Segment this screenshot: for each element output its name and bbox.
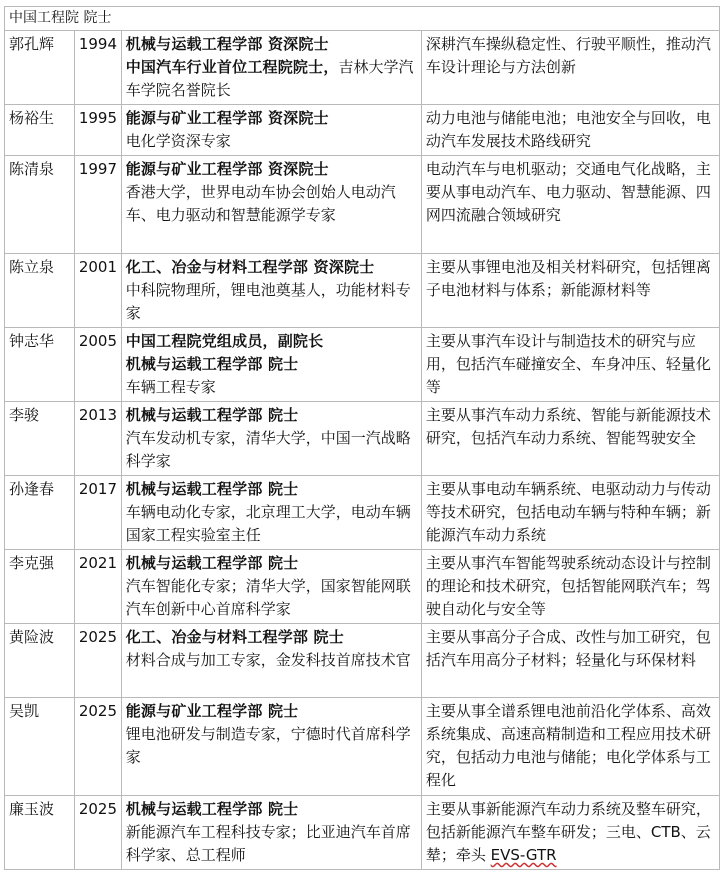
name-cell: 李骏 [5,402,75,476]
year-cell: 1995 [74,105,121,156]
research-cell: 电动汽车与电机驱动；交通电气化战略，主要从事电动汽车、电力驱动、智慧能源、四网四流融合领域研究 [421,156,719,254]
academician-table [4,6,720,870]
research-cell: 主要从事电动车辆系统、电驱动动力与传动等技术研究，包括电动车辆与特种车辆；新能源汽车动力系统 [421,476,719,550]
department-label: 机械与运载工程学部 院士 [125,355,299,373]
department-label: 机械与运载工程学部 院士 [125,406,299,424]
research-cell: 主要从事锂电池及相关材料研究，包括锂离子电池材料与体系；新能源材料等 [421,254,719,328]
affiliation-cell [121,31,421,105]
table-row [5,105,720,156]
affiliation-cell [121,624,421,698]
research-text-tail: EVS-GTR [490,846,557,864]
honor-label: 中国汽车行业首位工程院院士， [125,58,339,76]
affiliation-text: 锂电池研发与制造专家，宁德时代首席科学家 [125,725,411,766]
name-cell: 吴凯 [5,698,75,796]
affiliation-cell [121,698,421,796]
name-cell: 钟志华 [5,328,75,402]
research-text: 主要从事新能源汽车动力系统及整车研究，包括新能源汽车整车研发；三电、CTB、云辇；牵头 [425,800,711,864]
affiliation-text: 中科院物理所，锂电池奠基人，功能材料专家 [125,281,411,322]
year-cell: 2025 [74,796,121,870]
affiliation-cell [121,105,421,156]
affiliation-text: 汽车智能化专家；清华大学，国家智能网联汽车创新中心首席科学家 [125,577,411,618]
department-label: 机械与运载工程学部 院士 [125,800,299,818]
affiliation-cell [121,254,421,328]
research-cell: 主要从事高分子合成、改性与加工研究，包括汽车用高分子材料；轻量化与环保材料 [421,624,719,698]
name-cell: 廉玉波 [5,796,75,870]
year-cell: 1994 [74,31,121,105]
affiliation-text: 新能源汽车工程科技专家；比亚迪汽车首席科学家、总工程师 [125,823,411,864]
name-cell: 黄险波 [5,624,75,698]
table-row [5,328,720,402]
department-label: 能源与矿业工程学部 院士 [125,702,299,720]
affiliation-text: 汽车发动机专家，清华大学，中国一汽战略科学家 [125,429,411,470]
year-cell: 2013 [74,402,121,476]
affiliation-text: 车辆工程专家 [125,378,216,396]
affiliation-cell [121,328,421,402]
research-cell: 深耕汽车操纵稳定性、行驶平顺性，推动汽车设计理论与方法创新 [421,31,719,105]
table-row [5,624,720,698]
research-cell [421,796,719,870]
department-label: 能源与矿业工程学部 资深院士 [125,160,329,178]
department-label: 化工、冶金与材料工程学部 资深院士 [125,258,375,276]
year-cell: 2001 [74,254,121,328]
position-label: 中国工程院党组成员，副院长 [125,332,324,350]
affiliation-cell [121,550,421,624]
year-cell: 2017 [74,476,121,550]
affiliation-cell [121,796,421,870]
affiliation-text: 香港大学，世界电动车协会创始人电动汽车、电力驱动和智慧能源学专家 [125,183,396,224]
table-row [5,796,720,870]
year-cell: 2021 [74,550,121,624]
affiliation-text: 材料合成与加工专家，金发科技首席技术官 [125,651,411,669]
table-title-row [5,7,720,31]
department-label: 机械与运载工程学部 院士 [125,554,299,572]
affiliation-text: 车辆电动化专家，北京理工大学，电动车辆国家工程实验室主任 [125,503,411,544]
department-label: 能源与矿业工程学部 资深院士 [125,109,329,127]
research-cell: 主要从事汽车动力系统、智能与新能源技术研究，包括汽车动力系统、智能驾驶安全 [421,402,719,476]
table-row [5,698,720,796]
name-cell: 郭孔辉 [5,31,75,105]
affiliation-cell [121,402,421,476]
table-row [5,402,720,476]
name-cell: 陈清泉 [5,156,75,254]
table-row [5,156,720,254]
affiliation-text: 电化学资深专家 [125,132,231,150]
name-cell: 陈立泉 [5,254,75,328]
research-cell: 动力电池与储能电池；电池安全与回收，电动汽车发展技术路线研究 [421,105,719,156]
affiliation-text: 吉林大学汽车学院名誉院长 [125,58,414,99]
table-row [5,254,720,328]
table-row [5,476,720,550]
research-cell: 主要从事汽车智能驾驶系统动态设计与控制的理论和技术研究，包括智能网联汽车；驾驶自动化与安全等 [421,550,719,624]
table-row [5,31,720,105]
department-label: 机械与运载工程学部 资深院士 [125,35,329,53]
year-cell: 2005 [74,328,121,402]
research-cell: 主要从事汽车设计与制造技术的研究与应用，包括汽车碰撞安全、车身冲压、轻量化等 [421,328,719,402]
affiliation-cell [121,476,421,550]
research-cell: 主要从事全谱系锂电池前沿化学体系、高效系统集成、高速高精制造和工程应用技术研究，包括动力电池与储能；电化学体系与工程化 [421,698,719,796]
department-label: 机械与运载工程学部 院士 [125,480,299,498]
affiliation-cell [121,156,421,254]
name-cell: 孙逢春 [5,476,75,550]
year-cell: 1997 [74,156,121,254]
name-cell: 杨裕生 [5,105,75,156]
department-label: 化工、冶金与材料工程学部 院士 [125,628,344,646]
table-title: 中国工程院 院士 [5,7,720,31]
table-row [5,550,720,624]
year-cell: 2025 [74,624,121,698]
year-cell: 2025 [74,698,121,796]
name-cell: 李克强 [5,550,75,624]
